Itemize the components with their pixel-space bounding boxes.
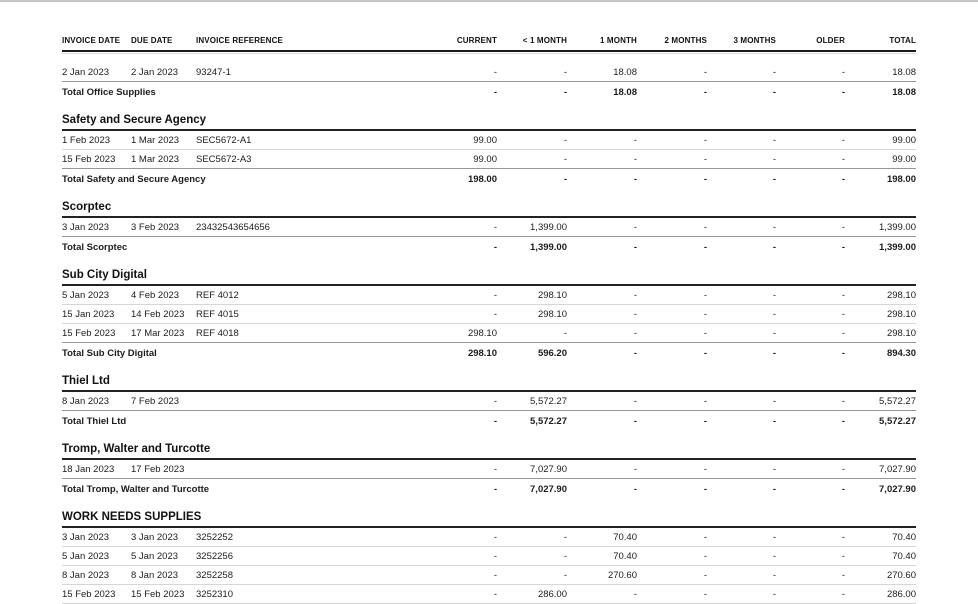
cell-current: -	[493, 550, 497, 562]
total-cell-2-months: -	[703, 173, 707, 185]
section-total-row	[62, 237, 916, 257]
invoice-row[interactable]	[62, 392, 916, 411]
total-cell-lt-1-month: 1,399.00	[530, 241, 567, 253]
cell-due-date: 1 Mar 2023	[131, 134, 180, 146]
total-cell-1-month: 18.08	[613, 86, 637, 98]
cell-current: -	[493, 463, 497, 475]
cell-3-months: -	[772, 531, 776, 543]
cell-invoice-reference: SEC5672-A3	[196, 153, 252, 165]
cell-lt-1-month: -	[563, 569, 567, 581]
total-cell-3-months: -	[772, 415, 776, 427]
cell-1-month: -	[633, 134, 637, 146]
cell-invoice-date: 15 Feb 2023	[62, 153, 116, 165]
cell-current: -	[493, 221, 497, 233]
cell-2-months: -	[703, 327, 707, 339]
cell-invoice-date: 5 Jan 2023	[62, 550, 110, 562]
cell-total: 270.60	[886, 569, 916, 581]
cell-due-date: 14 Feb 2023	[131, 308, 185, 320]
cell-2-months: -	[703, 221, 707, 233]
column-header-3-months: 3 MONTHS	[733, 36, 776, 45]
cell-invoice-date: 3 Jan 2023	[62, 221, 110, 233]
section-total-row	[62, 479, 916, 499]
cell-lt-1-month: 7,027.90	[530, 463, 567, 475]
cell-lt-1-month: -	[563, 66, 567, 78]
cell-invoice-reference: REF 4018	[196, 327, 239, 339]
cell-3-months: -	[772, 395, 776, 407]
section-total-row	[62, 343, 916, 363]
cell-2-months: -	[703, 569, 707, 581]
cell-invoice-reference: 3252258	[196, 569, 233, 581]
invoice-row[interactable]	[62, 218, 916, 237]
cell-invoice-date: 2 Jan 2023	[62, 66, 110, 78]
total-cell-3-months: -	[772, 347, 776, 359]
cell-older: -	[841, 221, 845, 233]
cell-total: 99.00	[892, 153, 916, 165]
invoice-row[interactable]	[62, 528, 916, 547]
total-cell-3-months: -	[772, 483, 776, 495]
section-title: Sub City Digital	[62, 267, 916, 286]
cell-invoice-reference: 3252252	[196, 531, 233, 543]
cell-invoice-reference: 3252256	[196, 550, 233, 562]
total-cell-older: -	[841, 483, 845, 495]
total-cell-lt-1-month: 5,572.27	[530, 415, 567, 427]
cell-1-month: 70.40	[613, 531, 637, 543]
cell-2-months: -	[703, 550, 707, 562]
cell-due-date: 17 Mar 2023	[131, 327, 185, 339]
cell-current: -	[493, 588, 497, 600]
cell-lt-1-month: -	[563, 327, 567, 339]
cell-current: 99.00	[473, 134, 497, 146]
cell-total: 298.10	[886, 327, 916, 339]
cell-older: -	[841, 531, 845, 543]
cell-1-month: -	[633, 153, 637, 165]
cell-2-months: -	[703, 66, 707, 78]
cell-3-months: -	[772, 569, 776, 581]
cell-1-month: 18.08	[613, 66, 637, 78]
total-cell-2-months: -	[703, 483, 707, 495]
cell-invoice-reference: 3252310	[196, 588, 233, 600]
cell-3-months: -	[772, 327, 776, 339]
total-cell-older: -	[841, 415, 845, 427]
column-header-invoice-date: INVOICE DATE	[62, 36, 121, 45]
cell-3-months: -	[772, 66, 776, 78]
section-total-row	[62, 411, 916, 431]
column-header-1-month: 1 MONTH	[599, 36, 637, 45]
total-cell-current: -	[493, 483, 497, 495]
cell-invoice-reference: 23432543654656	[196, 221, 270, 233]
cell-older: -	[841, 134, 845, 146]
cell-total: 7,027.90	[879, 463, 916, 475]
cell-invoice-reference: REF 4015	[196, 308, 239, 320]
column-header-lt-1-month: < 1 MONTH	[522, 36, 567, 45]
cell-2-months: -	[703, 153, 707, 165]
cell-current: -	[493, 289, 497, 301]
cell-invoice-date: 5 Jan 2023	[62, 289, 110, 301]
total-cell-total: 18.08	[892, 86, 916, 98]
column-header-2-months: 2 MONTHS	[664, 36, 707, 45]
cell-3-months: -	[772, 289, 776, 301]
cell-lt-1-month: 1,399.00	[530, 221, 567, 233]
total-cell-current: -	[493, 415, 497, 427]
cell-invoice-reference: 93247-1	[196, 66, 231, 78]
cell-total: 70.40	[892, 531, 916, 543]
cell-3-months: -	[772, 134, 776, 146]
section-title: Thiel Ltd	[62, 373, 916, 392]
section-total-row	[62, 169, 916, 189]
column-header-due-date: DUE DATE	[131, 36, 173, 45]
invoice-row[interactable]	[62, 324, 916, 343]
cell-1-month: 270.60	[607, 569, 637, 581]
cell-total: 5,572.27	[879, 395, 916, 407]
invoice-row[interactable]	[62, 460, 916, 479]
cell-older: -	[841, 463, 845, 475]
total-cell-total: 198.00	[886, 173, 916, 185]
cell-older: -	[841, 588, 845, 600]
cell-1-month: -	[633, 327, 637, 339]
cell-current: -	[493, 308, 497, 320]
invoice-row[interactable]	[62, 585, 916, 604]
invoice-aging-report	[62, 36, 916, 604]
cell-invoice-date: 8 Jan 2023	[62, 569, 110, 581]
total-cell-1-month: -	[633, 483, 637, 495]
total-cell-2-months: -	[703, 415, 707, 427]
invoice-row[interactable]	[62, 547, 916, 566]
section-total-label: Total Thiel Ltd	[62, 415, 127, 427]
section-spacer	[62, 54, 916, 63]
cell-total: 99.00	[892, 134, 916, 146]
section-title: Safety and Secure Agency	[62, 112, 916, 131]
total-cell-older: -	[841, 86, 845, 98]
cell-2-months: -	[703, 289, 707, 301]
cell-due-date: 3 Jan 2023	[131, 531, 179, 543]
cell-total: 298.10	[886, 289, 916, 301]
cell-invoice-reference: REF 4012	[196, 289, 239, 301]
cell-1-month: -	[633, 463, 637, 475]
invoice-row[interactable]	[62, 63, 916, 82]
column-header-total: TOTAL	[889, 36, 916, 45]
total-cell-2-months: -	[703, 86, 707, 98]
total-cell-older: -	[841, 241, 845, 253]
total-cell-total: 5,572.27	[879, 415, 916, 427]
cell-total: 18.08	[892, 66, 916, 78]
invoice-row[interactable]	[62, 286, 916, 305]
cell-invoice-date: 3 Jan 2023	[62, 531, 110, 543]
column-header-invoice-reference: INVOICE REFERENCE	[196, 36, 284, 45]
total-cell-2-months: -	[703, 347, 707, 359]
cell-due-date: 1 Mar 2023	[131, 153, 180, 165]
cell-current: 298.10	[467, 327, 497, 339]
cell-3-months: -	[772, 550, 776, 562]
cell-older: -	[841, 308, 845, 320]
cell-lt-1-month: -	[563, 153, 567, 165]
cell-current: -	[493, 395, 497, 407]
cell-older: -	[841, 153, 845, 165]
cell-older: -	[841, 327, 845, 339]
cell-total: 298.10	[886, 308, 916, 320]
total-cell-3-months: -	[772, 86, 776, 98]
invoice-row[interactable]	[62, 150, 916, 169]
cell-1-month: -	[633, 289, 637, 301]
cell-total: 1,399.00	[879, 221, 916, 233]
total-cell-total: 7,027.90	[879, 483, 916, 495]
cell-3-months: -	[772, 463, 776, 475]
cell-current: 99.00	[473, 153, 497, 165]
cell-2-months: -	[703, 531, 707, 543]
total-cell-total: 1,399.00	[879, 241, 916, 253]
cell-due-date: 4 Feb 2023	[131, 289, 180, 301]
cell-2-months: -	[703, 463, 707, 475]
cell-invoice-date: 15 Feb 2023	[62, 588, 116, 600]
report-sections	[62, 54, 916, 604]
column-header-current: CURRENT	[456, 36, 497, 45]
cell-invoice-date: 15 Jan 2023	[62, 308, 115, 320]
total-cell-3-months: -	[772, 173, 776, 185]
cell-lt-1-month: 286.00	[537, 588, 567, 600]
cell-1-month: -	[633, 308, 637, 320]
section-total-label: Total Tromp, Walter and Turcotte	[62, 483, 210, 495]
cell-lt-1-month: 298.10	[537, 308, 567, 320]
section-title: Scorptec	[62, 199, 916, 218]
invoice-row[interactable]	[62, 131, 916, 150]
invoice-row[interactable]	[62, 566, 916, 585]
cell-2-months: -	[703, 308, 707, 320]
section-title: WORK NEEDS SUPPLIES	[62, 509, 916, 528]
section-total-label: Total Office Supplies	[62, 86, 156, 98]
column-header-older: OLDER	[816, 36, 845, 45]
cell-2-months: -	[703, 395, 707, 407]
total-cell-lt-1-month: 7,027.90	[530, 483, 567, 495]
total-cell-older: -	[841, 173, 845, 185]
total-cell-total: 894.30	[886, 347, 916, 359]
total-cell-1-month: -	[633, 241, 637, 253]
page-top-border	[0, 0, 978, 2]
total-cell-1-month: -	[633, 347, 637, 359]
cell-due-date: 8 Jan 2023	[131, 569, 179, 581]
cell-1-month: -	[633, 588, 637, 600]
total-cell-1-month: -	[633, 415, 637, 427]
section-total-label: Total Scorptec	[62, 241, 128, 253]
cell-due-date: 7 Feb 2023	[131, 395, 180, 407]
invoice-row[interactable]	[62, 305, 916, 324]
cell-lt-1-month: -	[563, 550, 567, 562]
total-cell-2-months: -	[703, 241, 707, 253]
total-cell-1-month: -	[633, 173, 637, 185]
total-cell-lt-1-month: -	[563, 173, 567, 185]
cell-1-month: 70.40	[613, 550, 637, 562]
total-cell-current: -	[493, 86, 497, 98]
cell-invoice-date: 8 Jan 2023	[62, 395, 110, 407]
total-cell-older: -	[841, 347, 845, 359]
total-cell-current: -	[493, 241, 497, 253]
cell-2-months: -	[703, 134, 707, 146]
cell-2-months: -	[703, 588, 707, 600]
cell-total: 70.40	[892, 550, 916, 562]
section-total-label: Total Safety and Secure Agency	[62, 173, 206, 185]
section-total-label: Total Sub City Digital	[62, 347, 157, 359]
cell-lt-1-month: -	[563, 531, 567, 543]
cell-due-date: 5 Jan 2023	[131, 550, 179, 562]
cell-older: -	[841, 395, 845, 407]
cell-3-months: -	[772, 153, 776, 165]
section-total-row	[62, 82, 916, 102]
cell-3-months: -	[772, 221, 776, 233]
section-title: Tromp, Walter and Turcotte	[62, 441, 916, 460]
total-cell-lt-1-month: 596.20	[537, 347, 567, 359]
total-cell-current: 198.00	[467, 173, 497, 185]
cell-invoice-reference: SEC5672-A1	[196, 134, 252, 146]
cell-older: -	[841, 550, 845, 562]
cell-3-months: -	[772, 308, 776, 320]
total-cell-3-months: -	[772, 241, 776, 253]
cell-due-date: 17 Feb 2023	[131, 463, 185, 475]
cell-3-months: -	[772, 588, 776, 600]
total-cell-lt-1-month: -	[563, 86, 567, 98]
cell-invoice-date: 18 Jan 2023	[62, 463, 115, 475]
total-cell-current: 298.10	[467, 347, 497, 359]
cell-1-month: -	[633, 221, 637, 233]
cell-current: -	[493, 569, 497, 581]
cell-total: 286.00	[886, 588, 916, 600]
cell-1-month: -	[633, 395, 637, 407]
cell-current: -	[493, 531, 497, 543]
cell-older: -	[841, 569, 845, 581]
cell-older: -	[841, 289, 845, 301]
cell-due-date: 15 Feb 2023	[131, 588, 185, 600]
cell-current: -	[493, 66, 497, 78]
cell-older: -	[841, 66, 845, 78]
table-header-row	[62, 36, 916, 52]
cell-lt-1-month: 298.10	[537, 289, 567, 301]
cell-due-date: 2 Jan 2023	[131, 66, 179, 78]
cell-lt-1-month: -	[563, 134, 567, 146]
cell-due-date: 3 Feb 2023	[131, 221, 180, 233]
cell-invoice-date: 1 Feb 2023	[62, 134, 111, 146]
cell-lt-1-month: 5,572.27	[530, 395, 567, 407]
cell-invoice-date: 15 Feb 2023	[62, 327, 116, 339]
